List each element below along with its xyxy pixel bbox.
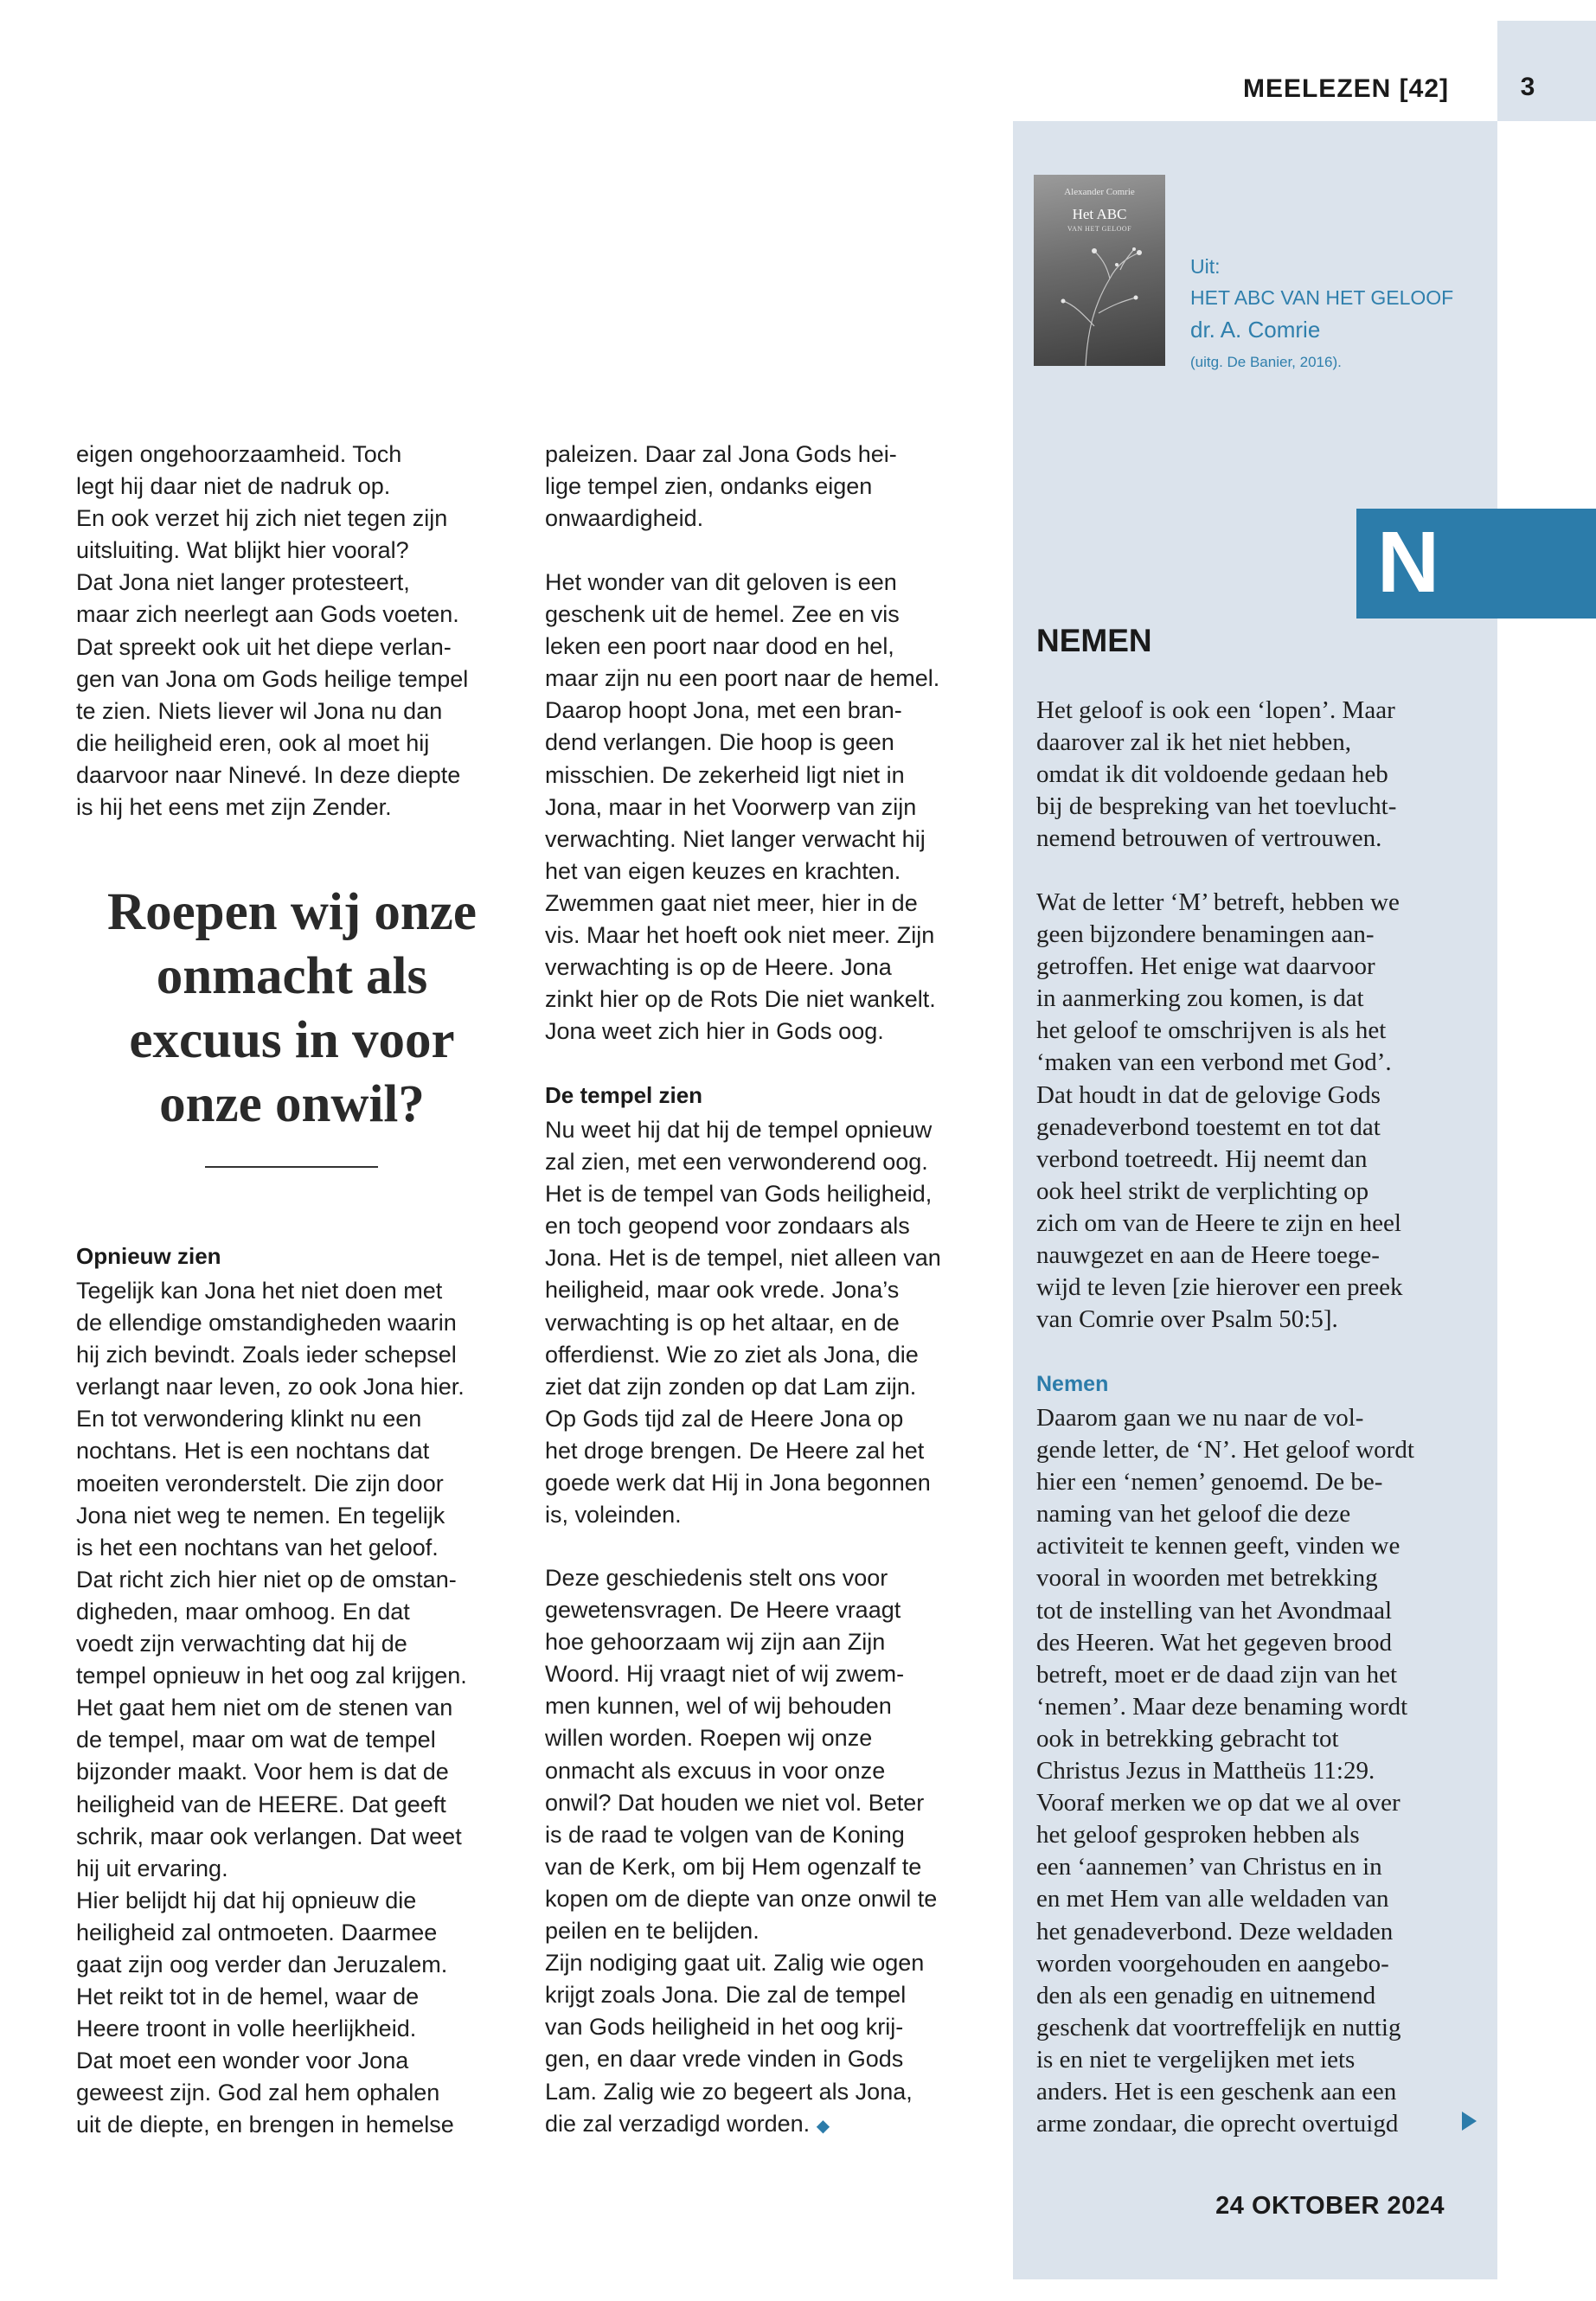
closing-paragraph-text: Deze geschiedenis stelt ons voor gewetensvragen. De Heere vraagt hoe gehoorzaam wij zijn aan Zijn Woord. Hij vraagt niet of wij zwem- men kunnen, wel of wij behouden willen worden. Roepen wij onze onmacht als excuus in voor onze onwil? Dat houden we niet vol. Beter is de raad te volgen van de Koning van de Kerk, om bij Hem ogenzalf te kopen om de diepte van onze onwil te peilen en te belijden. Zijn nodiging gaat uit. Zalig wie ogen krijgt zoals Jona. Die zal de tempel van Gods heiligheid in het oog krij- gen, en daar vrede vinden in Gods Lam. Zalig wie zo begeert als Jona, die zal verzadigd worden. (545, 1565, 938, 2137)
sidebar-heading: NEMEN (1036, 623, 1152, 658)
left-column-subheading: Opnieuw zien (76, 1243, 221, 1269)
middle-column-paragraph (545, 1562, 937, 2143)
page-number: 3 (1520, 73, 1535, 101)
cover-author: Alexander Comrie (1064, 187, 1135, 197)
sidebar-paragraph: Het geloof is ook een ‘lopen’. Maar daarover zal ik het niet hebben, omdat ik dit voldoende gedaan heb bij de bespreking van het toevlucht- nemend betrouwen of vertrouwen. (1036, 696, 1397, 853)
page-number-tab (1497, 21, 1596, 121)
issue-date: 24 OKTOBER 2024 (1215, 2192, 1445, 2220)
left-column-paragraph: Tegelijk kan Jona het niet doen met de ellendige omstandigheden waarin hij zich bevindt. Zoals ieder schepsel verlangt naar leven, zo ook Jona hier. En tot verwondering klinkt nu een nochtans. Het is een nochtans dat moeiten veronderstelt. Die zijn door Jona niet weg te nemen. En tegelijk is het een nochtans van het geloof. Dat richt zich hier niet op de omstan- digheden, maar omhoog. En dat voedt zijn verwachting dat hij de tempel opnieuw in het oog zal krijgen. Het gaat hem niet om de stenen van de tempel, maar om wat de tempel bijzonder maakt. Voor hem is dat de heiligheid van de HEERE. Dat geeft schrik, maar ook verlangen. Dat weet hij uit ervaring. Hier belijdt hij dat hij opnieuw die heiligheid zal ontmoeten. Daarmee gaat zijn oog verder dan Jeruzalem. Het reikt tot in de hemel, waar de Heere troont in volle heerlijkheid. Dat moet een wonder voor Jona geweest zijn. God zal hem ophalen uit de diepte, en brengen in hemelse (76, 1278, 467, 2138)
middle-column-paragraph: paleizen. Daar zal Jona Gods hei- lige tempel zien, ondanks eigen onwaardigheid. (545, 441, 897, 532)
cover-subtitle: VAN HET GELOOF (1067, 225, 1132, 233)
source-credit (1190, 251, 1484, 379)
middle-column-paragraph: Nu weet hij dat hij de tempel opnieuw zal zien, met een verwonderend oog. Het is de tempel van Gods heiligheid, en toch geopend voor zondaars als Jona. Het is de tempel, niet alleen van heiligheid, maar ook vrede. Jona’s verwachting is op het altaar, en de offerdienst. Wie zo ziet als Jona, die ziet dat zijn zonden op dat Lam zijn. Op Gods tijd zal de Heere Jona op het droge brengen. De Heere zal het goede werk dat Hij in Jona begonnen is, voleinden. (545, 1117, 941, 1529)
middle-column-paragraph: Het wonder van dit geloven is een geschenk uit de hemel. Zee en vis leken een poort naar dood en hel, maar zijn nu een poort naar de hemel. Daarop hoopt Jona, met een bran- dend verlangen. Die hoop is geen misschien. De zekerheid ligt niet in Jona, maar in het Voorwerp van zijn verwachting. Niet langer verwacht hij het van eigen keuzes en krachten. Zwemmen gaat niet meer, hier in de vis. Maar het hoeft ook niet meer. Zijn verwachting is op de Heere. Jona zinkt hier op de Rots Die niet wankelt. Jona weet zich hier in Gods oog. (545, 569, 940, 1045)
sidebar-paragraph: Daarom gaan we nu naar de vol- gende letter, de ‘N’. Het geloof wordt hier een ‘nemen’ genoemd. De be- naming van het geloof die deze activiteit te kennen geeft, vinden we vooral in woorden met betrekking tot de instelling van het Avondmaal des Heeren. Wat het gegeven brood betreft, moet er de daad zijn van het ‘nemen’. Maar deze benaming wordt ook in betrekking gebracht tot Christus Jezus in Mattheüs 11:29. Vooraf merken we op dat we al over het geloof gesproken hebben als een ‘aannemen’ van Christus en in en met Hem van alle weldaden van het genadeverbond. Deze weldaden worden voorgehouden en aangebo- den als een genadig en uitnemend geschenk dat voortreffelijk en nuttig is en niet te vergelijken met iets anders. Het is een geschenk aan een arme zondaar, die oprecht overtuigd (1036, 1404, 1414, 2138)
left-column-paragraph: eigen ongehoorzaamheid. Toch legt hij daar niet de nadruk op. En ook verzet hij zich niet tegen zijn uitsluiting. Wat blijkt hier vooral? Dat Jona niet langer protesteert, maar zich neerlegt aan Gods voeten. Dat spreekt ook uit het diepe verlan- gen van Jona om Gods heilige tempel te zien. Niets liever wil Jona nu dan die heiligheid eren, ook al moet hij daarvoor naar Ninevé. In deze diepte is hij het eens met zijn Zender. (76, 441, 469, 821)
source-label: Uit: (1190, 255, 1221, 278)
book-cover-image (1034, 175, 1165, 366)
sidebar-subheading: Nemen (1036, 1372, 1109, 1396)
letter-badge-text: N (1376, 514, 1440, 611)
source-author: dr. A. Comrie (1190, 317, 1321, 343)
pull-quote-divider (205, 1166, 378, 1168)
end-of-article-icon: ◆ (816, 2116, 830, 2136)
pull-quote: Roepen wij onze onmacht als excuus in voor onze onwil? (107, 883, 477, 1133)
running-header: MEELEZEN [42] (1242, 74, 1449, 103)
middle-column-subheading: De tempel zien (545, 1082, 703, 1108)
source-book-title: HET ABC VAN HET GELOOF (1190, 286, 1454, 309)
branch-illustration (1034, 175, 1165, 366)
source-publisher: (uitg. De Banier, 2016). (1190, 354, 1342, 370)
continue-arrow-icon (1462, 2112, 1477, 2131)
sidebar-paragraph: Wat de letter ‘M’ betreft, hebben we geen bijzondere benamingen aan- getroffen. Het enige wat daarvoor in aanmerking zou komen, is dat het geloof te omschrijven is als het ‘maken van een verbond met God’. Dat houdt in dat de gelovige Gods genadeverbond toestemt en tot dat verbond toetreedt. Hij neemt dan ook heel strikt de verplichting op zich om van de Heere te zijn en heel nauwgezet en aan de Heere toege- wijd te leven [zie hierover een preek van Comrie over Psalm 50:5]. (1036, 888, 1403, 1334)
cover-title: Het ABC (1072, 206, 1127, 222)
